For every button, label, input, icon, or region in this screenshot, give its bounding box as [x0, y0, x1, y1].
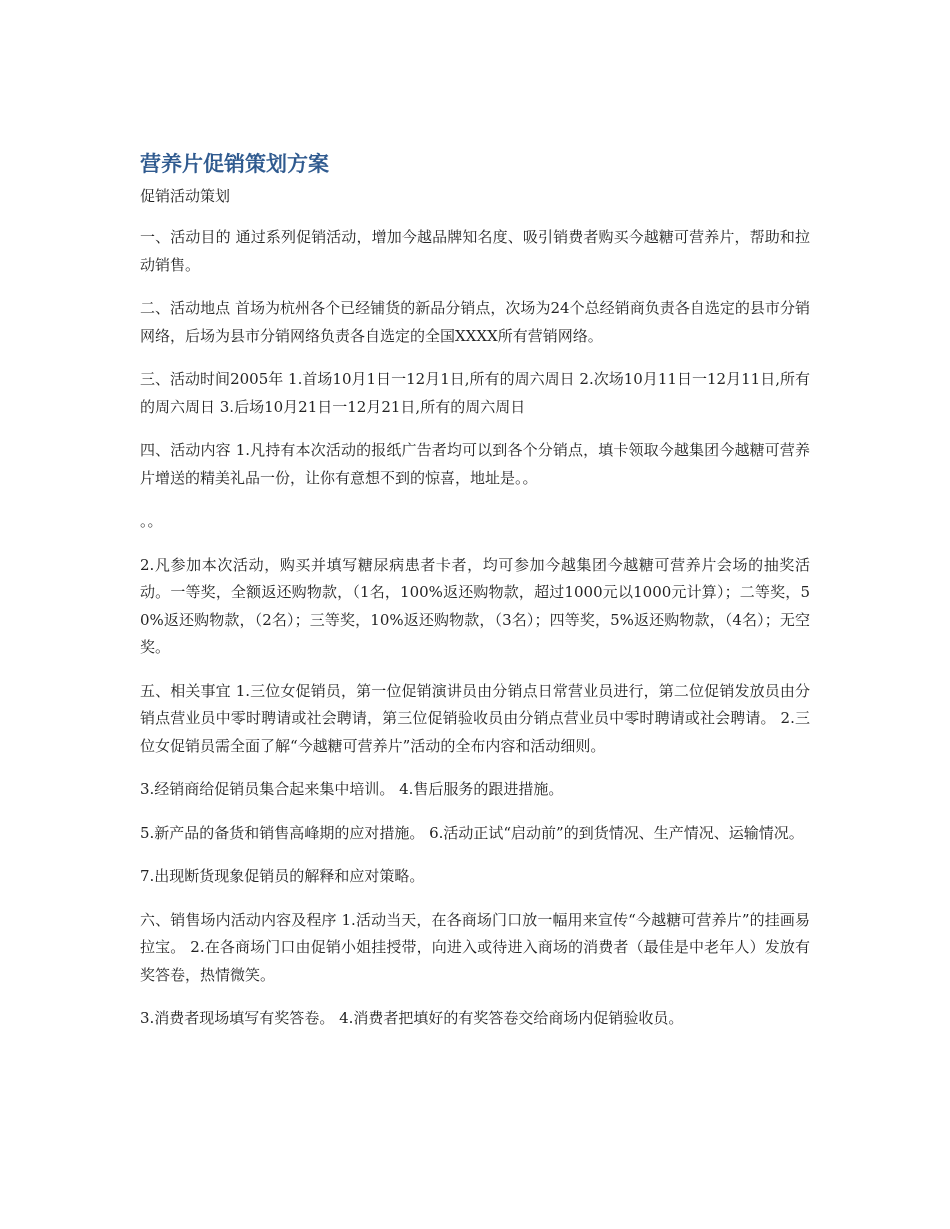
paragraph-onsite-program: 六、销售场内活动内容及程序 1.活动当天，在各商场门口放一幅用来宣传“今越糖可营养片”的挂画易拉宝。 2.在各商场门口由促销小姐挂授带，向进入或待进入商场的消费者（最佳是中老年人）发放有奖答卷，热情微笑。: [140, 910, 810, 984]
paragraph-time: 三、活动时间2005年 1.首场10月1日一12月1日,所有的周六周日 2.次场10月11日一12月11日,所有的周六周日 3.后场10月21日一12月21日,所有的周六周日: [140, 370, 810, 416]
paragraph-questionnaire: 3.消费者现场填写有奖答卷。 4.消费者把填好的有奖答卷交给商场内促销验收员。: [140, 1009, 684, 1027]
paragraph-training: 3.经销商给促销员集合起来集中培训。 4.售后服务的跟进措施。: [140, 780, 564, 798]
paragraph-content: 四、活动内容 1.凡持有本次活动的报纸广告者均可以到各个分销点，填卡领取今越集团今越糖可营养片增送的精美礼品一份，让你有意想不到的惊喜，地址是。。: [140, 441, 810, 487]
paragraph-stock: 5.新产品的备货和销售高峰期的应对措施。 6.活动正试“启动前”的到货情况、生产情况、运输情况。: [140, 823, 804, 842]
document-page: [140, 148, 810, 1033]
paragraph-purpose: 一、活动目的 通过系列促销活动，增加今越品牌知名度、吸引销费者购买今越糖可营养片，帮助和拉动销售。: [140, 228, 810, 274]
document-title: 营养片促销策划方案: [140, 152, 329, 176]
paragraph-shortage: 7.出现断货现象促销员的解释和应对策略。: [140, 867, 425, 885]
paragraph-location: 二、活动地点 首场为杭州各个已经铺货的新品分销点，次场为24个总经销商负责各自选定的县市分销网络，后场为县市分销网络负责各自选定的全国XXXX所有营销网络。: [140, 299, 810, 345]
paragraph-ellipsis: 。。: [140, 512, 163, 530]
paragraph-lottery: 2.凡参加本次活动，购买并填写糖尿病患者卡者，均可参加今越集团今越糖可营养片会场的抽奖活动。一等奖，全额返还购物款，（1名，100%返还购物款，超过1000元以1000元计算）；二等奖，50%返还购物款，（2名）；三等奖，10%返还购物款，（3名）；四等奖，5%返还购物款，（4名）；无空奖。: [140, 555, 810, 656]
paragraph-related-matters: 五、相关事宜 1.三位女促销员，第一位促销演讲员由分销点日常营业员进行，第二位促销发放员由分销点营业员中零时聘请或社会聘请，第三位促销验收员由分销点营业员中零时聘请或社会聘请。 2.三位女促销员需全面了解“今越糖可营养片”活动的全布内容和活动细则。: [140, 681, 810, 755]
document-subtitle: 促销活动策划: [140, 187, 231, 205]
